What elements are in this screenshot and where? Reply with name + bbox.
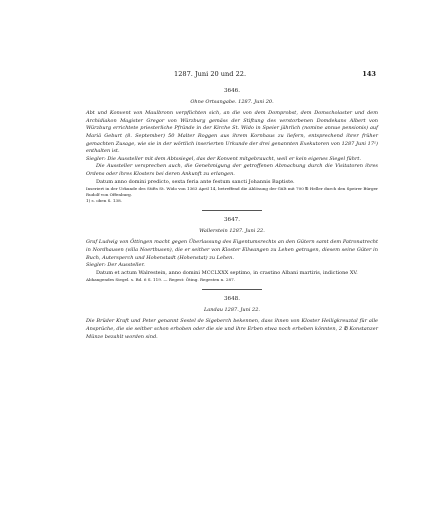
charter-regest: Die Brüder Kraft und Peter genannt Sestel de Sigeberch bekennen, dass ihnen von Kloster Heiligkreuztal für alle Ansprüche, die sie seither schon erhoben oder die sie und ihre Erben etwa noch erheben könnten, 2 ℔ Konstanzer Münze bezahlt worden sind. bbox=[86, 318, 378, 340]
charter-3646 bbox=[86, 88, 378, 204]
charter-sealer: Siegler: Die Aussteller mit dem Abtssiegel, das der Konvent mitgebraucht, weil er kein eigenes Siegel führt. bbox=[86, 155, 361, 162]
charter-number: 3646. bbox=[223, 88, 240, 94]
running-title: 1287. Juni 20 und 22. bbox=[174, 70, 247, 78]
charter-datum: Datum anno domini predicto, sexta feria ante festum sancti Johannis Baptiste. bbox=[96, 178, 295, 185]
charter-dateline: Wallerstein 1287. Juni 22. bbox=[199, 227, 265, 234]
charter-clause: Die Aussteller versprechen auch, die Genehmigung der getroffenen Abmachung durch die Visitatoren ihres Ordens oder ihres Klosters bei deren Ankunft zu erlangen. bbox=[86, 163, 378, 177]
charter-sealer: Siegler: Der Aussteller. bbox=[86, 262, 145, 269]
charter-datum: Datum et actum Walrestein, anno domini MCCLXXX septimo, in crastino Albani martiris, indictione XV. bbox=[96, 269, 358, 276]
charter-source-note: Inseriert in der Urkunde des Stifts St. Wido von 1363 April 14, betreffend die Ablösung der Gült mit 700 ℔ Heller durch den Speirer Bürger Rudolf von Offenburg. bbox=[86, 186, 378, 198]
charter-regest: Graf Ludwig von Öttingen macht gegen Überlassung des Eigentumsrechts an den Gütern samt dem Patronatrecht in Nordhausen (villa Noerthusen), die er seither von Kloster Ellwangen zu Lehen getragen, diesem seine Güter in Buch, Autersperch und Hohenstadt (Hohenstat) zu Lehen. bbox=[86, 239, 378, 261]
charter-number: 3647. bbox=[223, 217, 240, 224]
charter-3647 bbox=[86, 217, 378, 283]
charter-3648 bbox=[86, 296, 378, 341]
charter-source-note: Abhangendes Siegel. s. Bd. 6 S. 119. — Regest: Öting. Regesten n. 287. bbox=[86, 277, 235, 283]
section-divider bbox=[202, 289, 262, 290]
document-body bbox=[86, 88, 378, 341]
charter-number: 3648. bbox=[223, 296, 240, 303]
section-divider bbox=[202, 210, 262, 211]
charter-dateline: Ohne Ortsangabe. 1287. Juni 20. bbox=[190, 98, 274, 105]
charter-regest: Abt und Konvent von Maulbronn verpflichten sich, an die von dem Domprobst, dem Domscholaster und dem Archidiakon Magister Gregor von Würzburg gemäss der Stiftung des verstorbenen Domdekans Albert von Würzburg errichtete priesterliche Pfründe in der Kirche St. Wido in Speier jährlich (nomine annue pensionis) auf Mariä Geburt (8. September) 50 Malter Roggen aus ihrem Kornhaus zu liefern, entsprechend ihrer früher gemachten Zusage, wie sie in der wörtlich inserierten Urkunde der drei genannten Exekutoren von 1287 Juni 17¹) enthalten ist. bbox=[86, 110, 378, 155]
page-number: 143 bbox=[362, 70, 376, 78]
charter-dateline: Landau 1287. Juni 22. bbox=[203, 306, 260, 313]
footnote: 1) s. oben S. 138. bbox=[86, 198, 123, 204]
